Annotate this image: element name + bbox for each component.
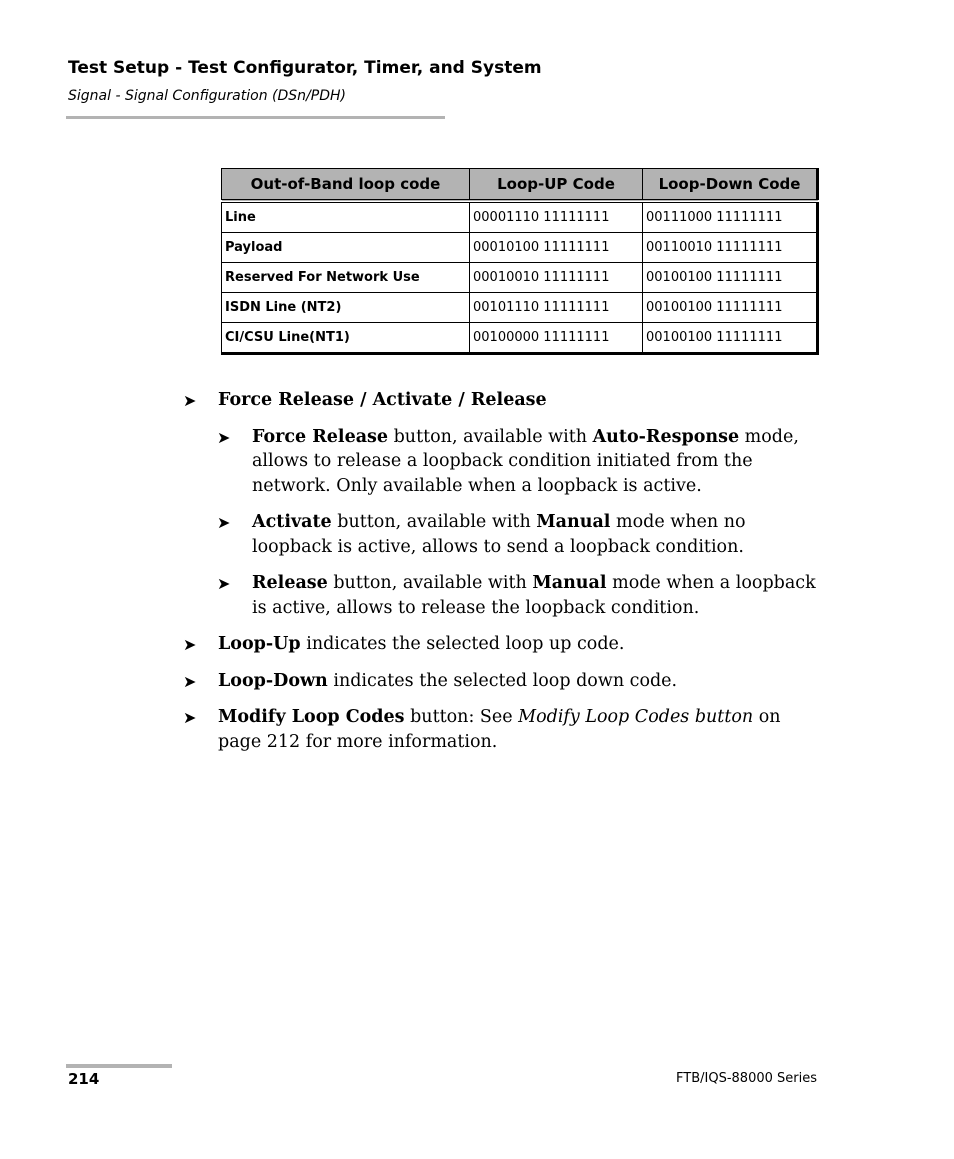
list-item: ➤ Force Release / Activate / Release xyxy=(183,388,823,413)
list-item: ➤ Loop-Down indicates the selected loop down code. xyxy=(183,669,823,694)
column-header: Loop-Down Code xyxy=(643,169,818,202)
table-cell: ISDN Line (NT2) xyxy=(222,293,470,323)
table-cell: 00111000 11111111 xyxy=(643,201,818,233)
table-cell: 00100100 11111111 xyxy=(643,323,818,354)
list-item: ➤ Modify Loop Codes button: See Modify Loop Codes button on page 212 for more information. xyxy=(183,707,781,752)
table-cell: 00100100 11111111 xyxy=(643,263,818,293)
table-row xyxy=(222,323,818,354)
list-item: ➤ Activate button, available with Manual mode when no loopback is active, allows to send a loopback condition. xyxy=(217,512,746,557)
table-cell: 00100000 11111111 xyxy=(470,323,643,354)
table-row xyxy=(222,293,818,323)
table-row xyxy=(222,201,818,233)
table-cell: Line xyxy=(222,201,470,233)
product-series: FTB/IQS-88000 Series xyxy=(676,1071,817,1086)
loop-codes-table xyxy=(221,168,819,355)
table-cell: 00110010 11111111 xyxy=(643,233,818,263)
table-cell: 00101110 11111111 xyxy=(470,293,643,323)
arrowhead-bullet-icon: ➤ xyxy=(217,513,231,532)
section-subtitle: Signal - Signal Configuration (DSn/PDH) xyxy=(68,88,346,104)
list-item: ➤ Release button, available with Manual mode when a loopback is active, allows to release the loopback condition. xyxy=(217,573,816,618)
cross-reference-link[interactable]: Modify Loop Codes button xyxy=(518,707,754,727)
arrowhead-bullet-icon: ➤ xyxy=(183,391,197,410)
header-divider xyxy=(66,116,445,119)
table-header-row xyxy=(222,169,818,202)
table-cell: Reserved For Network Use xyxy=(222,263,470,293)
page-number: 214 xyxy=(68,1070,100,1088)
bullet-list xyxy=(183,388,823,766)
list-item: ➤ Loop-Up indicates the selected loop up code. xyxy=(183,632,823,657)
column-header: Out-of-Band loop code xyxy=(222,169,470,202)
arrowhead-bullet-icon: ➤ xyxy=(217,574,231,593)
footer-divider xyxy=(66,1064,172,1068)
table-cell: CI/CSU Line(NT1) xyxy=(222,323,470,354)
arrowhead-bullet-icon: ➤ xyxy=(183,671,197,691)
table-cell: 00100100 11111111 xyxy=(643,293,818,323)
column-header: Loop-UP Code xyxy=(470,169,643,202)
table-row xyxy=(222,263,818,293)
section-title: Test Setup - Test Configurator, Timer, and System xyxy=(68,58,542,78)
table-cell: Payload xyxy=(222,233,470,263)
table-cell: 00010100 11111111 xyxy=(470,233,643,263)
arrowhead-bullet-icon: ➤ xyxy=(183,708,197,727)
list-item: ➤ Force Release button, available with Auto-Response mode, allows to release a loopback condition initiated from the network. Only available when a loopback is active. xyxy=(217,426,799,496)
arrowhead-bullet-icon: ➤ xyxy=(183,635,197,654)
table-cell: 00001110 11111111 xyxy=(470,201,643,233)
table-cell: 00010010 11111111 xyxy=(470,263,643,293)
arrowhead-bullet-icon: ➤ xyxy=(217,427,231,447)
table-row xyxy=(222,233,818,263)
